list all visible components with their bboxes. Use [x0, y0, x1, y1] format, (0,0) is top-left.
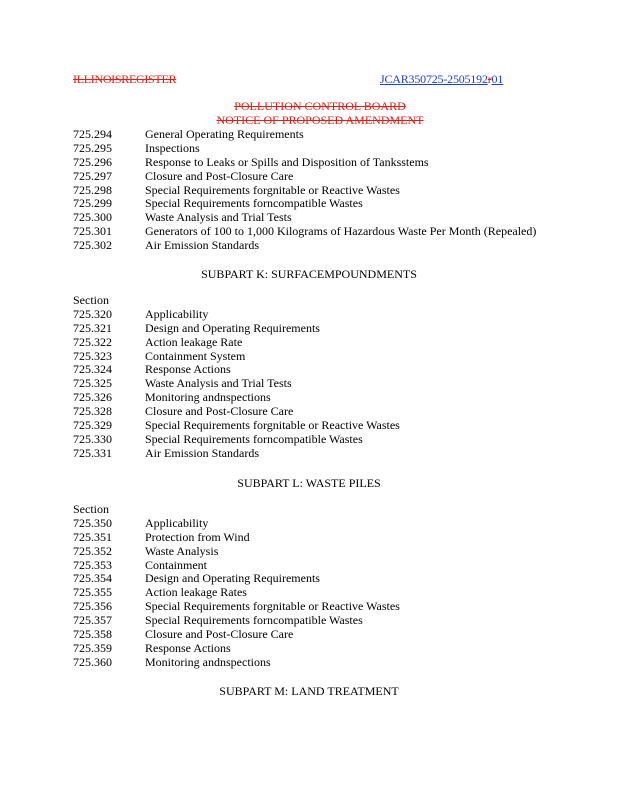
- list-item: 725.323 Containment System: [73, 348, 246, 363]
- list-item: 725.351 Protection from Wind: [73, 529, 250, 544]
- list-item: 725.354 Design and Operating Requirements: [73, 571, 320, 586]
- subpart-k-heading: SUBPART K: SURFACEMPOUNDMENTS: [201, 267, 417, 281]
- list-item: 725.331 Air Emission Standards: [73, 445, 259, 460]
- list-item: 725.360 Monitoring andnspections: [73, 654, 271, 669]
- jcar-suffix: 01: [491, 72, 504, 86]
- subpart-l-heading: SUBPART L: WASTE PILES: [237, 476, 381, 490]
- notice-name: NOTICE OF PROPOSED AMENDMENT: [216, 113, 424, 127]
- list-item: 725.324 Response Actions: [73, 362, 231, 377]
- list-item: 725.358 Closure and Post-Closure Care: [73, 627, 294, 642]
- subpart-m-heading: SUBPART M: LAND TREATMENT: [219, 684, 399, 698]
- list-item: 725.326 Monitoring andnspections: [73, 390, 271, 405]
- list-item: 725.355 Action leakage Rates: [73, 585, 247, 600]
- jcar-deleted-char: r: [487, 72, 492, 86]
- section-label: Section: [73, 502, 109, 516]
- document-page: ILLINOISREGISTER JCAR350725-2505192r01 POLLUTION CONTROL BOARD NOTICE OF PROPOSED AMENDMENT 725.294 General Operating Requirements 725.295 Inspections 725.296 Response to Leaks or Spills and Disposition of Tanksstems 725.297 Closure and Post-Closure Care 725.298 Special Requirements forgnitable or Reactive Wastes 725.299 Special Requirements forncompatible Wastes 725.300 Waste Analysis and Trial Tests 725.301 Generators of 100 to 1,000 Kilograms of Hazardous Waste Per Month (Repealed) 725.302 Air Emission Standards SUBPART K: SURFACEMPOUNDMENTS Section 725.320 Applicability 725.321 Design and Operating Requirements 725.322 Action leakage Rate 725.323 Containment System 725.324 Response Actions 725.325 Waste Analysis and Trial Tests 725.326 Monitoring andnspections 725.328 Closure and Post-Closure Care 725.329 Special Requirements forgnitable or Reactive Wastes 725.330 Special Requirements forncompatible Wastes 725.331 Air Emission Standards SUBPART L: WASTE PILES Section 725.350 Applicability 725.351 Protection from Wind 725.352 Waste Analysis 725.353 Containment 725.354 Design and Operating Requirements 725.355 Action leakage Rates 725.356 Special Requirements forgnitable or Reactive Wastes 725.357 Special Requirements forncompatible Wastes 725.358 Closure and Post-Closure Care 725.359 Response Actions 725.360 Monitoring andnspections SUBPART M: LAND TREATMENT: [0, 0, 618, 800]
- list-item: 725.356 Special Requirements forgnitable or Reactive Wastes: [73, 599, 400, 614]
- list-item: 725.320 Applicability: [73, 306, 209, 321]
- section-label: Section: [73, 293, 109, 307]
- list-item: 725.322 Action leakage Rate: [73, 334, 243, 349]
- notice-title: [0, 99, 618, 127]
- list-item: 725.325 Waste Analysis and Trial Tests: [73, 376, 292, 391]
- register-header: ILLINOISREGISTER: [73, 72, 177, 86]
- jcar-code: JCAR350725-2505192: [380, 72, 488, 86]
- list-item: 725.321 Design and Operating Requirements: [73, 320, 320, 335]
- list-item: 725.329 Special Requirements forgnitable or Reactive Wastes: [73, 418, 400, 433]
- list-item: 725.352 Waste Analysis: [73, 543, 219, 558]
- list-item: 725.359 Response Actions: [73, 640, 231, 655]
- list-item: 725.328 Closure and Post-Closure Care: [73, 404, 294, 419]
- list-item: 725.330 Special Requirements forncompatible Wastes: [73, 431, 363, 446]
- list-item: 725.353 Containment: [73, 557, 207, 572]
- subpart-k-list: [73, 293, 400, 461]
- subpart-l-list: [73, 502, 400, 670]
- list-item: 725.350 Applicability: [73, 515, 209, 530]
- board-name: POLLUTION CONTROL BOARD: [234, 99, 406, 113]
- list-item: 725.357 Special Requirements forncompatible Wastes: [73, 613, 363, 628]
- jcar-header: [380, 72, 503, 87]
